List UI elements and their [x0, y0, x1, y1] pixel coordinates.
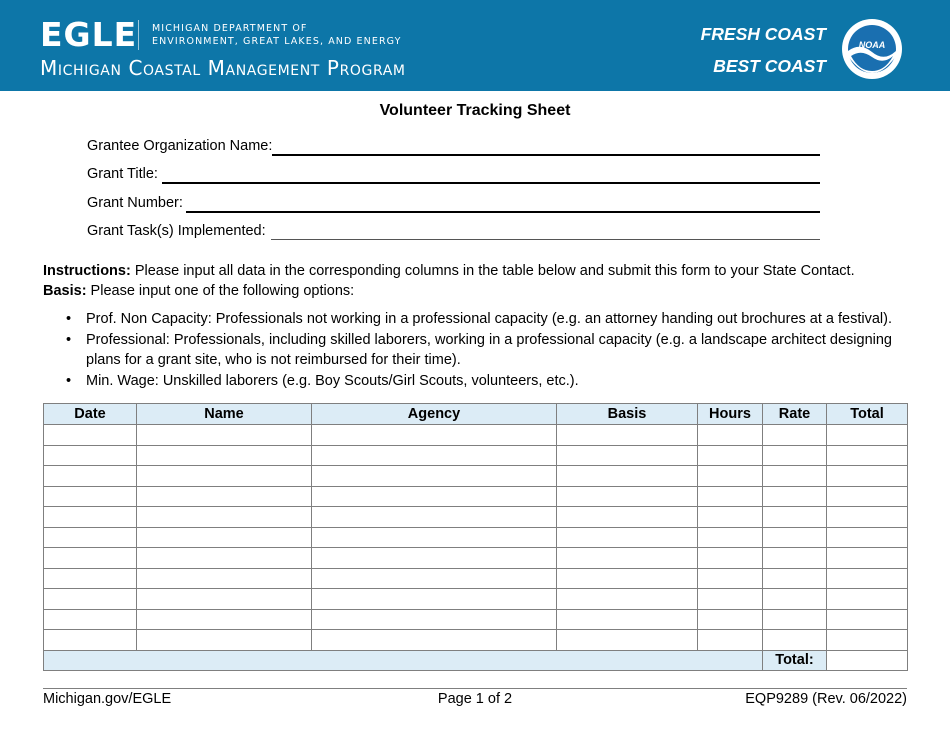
column-header-agency: Agency	[312, 404, 557, 425]
cell-basis[interactable]	[557, 630, 698, 651]
cell-agency[interactable]	[312, 425, 557, 446]
cell-date[interactable]	[44, 568, 137, 589]
cell-basis[interactable]	[557, 425, 698, 446]
column-header-date: Date	[44, 404, 137, 425]
cell-name[interactable]	[137, 630, 312, 651]
cell-name[interactable]	[137, 527, 312, 548]
cell-agency[interactable]	[312, 548, 557, 569]
cell-rate[interactable]	[763, 507, 827, 528]
cell-basis[interactable]	[557, 609, 698, 630]
instructions-text: Please input all data in the corresponding columns in the table below and submit this form to your State Contact.	[130, 263, 855, 279]
volunteer-table	[43, 403, 908, 671]
cell-hours[interactable]	[698, 507, 763, 528]
field-label: Grant Title:	[87, 166, 158, 182]
cell-agency[interactable]	[312, 466, 557, 487]
cell-hours[interactable]	[698, 630, 763, 651]
basis-paragraph	[43, 281, 354, 301]
cell-rate[interactable]	[763, 445, 827, 466]
noaa-label: NOAA	[858, 40, 886, 50]
grant-title-field[interactable]	[87, 166, 820, 186]
basis-text: Please input one of the following options:	[86, 283, 355, 299]
footer-divider	[43, 688, 907, 689]
cell-agency[interactable]	[312, 630, 557, 651]
field-label: Grant Task(s) Implemented:	[87, 223, 266, 239]
cell-name[interactable]	[137, 445, 312, 466]
cell-basis[interactable]	[557, 548, 698, 569]
column-header-name: Name	[137, 404, 312, 425]
cell-date[interactable]	[44, 425, 137, 446]
cell-date[interactable]	[44, 466, 137, 487]
department-name-line2: ENVIRONMENT, GREAT LAKES, AND ENERGY	[152, 36, 402, 47]
cell-total[interactable]	[827, 527, 908, 548]
cell-hours[interactable]	[698, 466, 763, 487]
field-underline[interactable]	[186, 211, 820, 213]
total-row-spacer	[44, 650, 763, 671]
footer-page-number: Page 1 of 2	[437, 691, 513, 707]
cell-name[interactable]	[137, 548, 312, 569]
cell-date[interactable]	[44, 589, 137, 610]
cell-total[interactable]	[827, 445, 908, 466]
cell-rate[interactable]	[763, 425, 827, 446]
cell-total[interactable]	[827, 507, 908, 528]
grant-number-field[interactable]	[87, 195, 820, 215]
instructions-label: Instructions:	[43, 263, 131, 279]
field-underline[interactable]	[271, 239, 820, 240]
cell-rate[interactable]	[763, 568, 827, 589]
table-row	[44, 425, 908, 446]
cell-basis[interactable]	[557, 507, 698, 528]
form-title: Volunteer Tracking Sheet	[379, 102, 571, 119]
basis-option: • Min. Wage: Unskilled laborers (e.g. Boy Scouts/Girl Scouts, volunteers, etc.).	[86, 371, 896, 391]
cell-total[interactable]	[827, 609, 908, 630]
cell-agency[interactable]	[312, 486, 557, 507]
cell-hours[interactable]	[698, 589, 763, 610]
column-header-rate: Rate	[763, 404, 827, 425]
total-label: Total:	[763, 650, 827, 671]
slogan-line1: FRESH COAST	[700, 24, 826, 44]
grantee-organization-field[interactable]	[87, 138, 820, 158]
footer-website: Michigan.gov/EGLE	[43, 691, 172, 707]
table-header-row	[44, 404, 908, 425]
field-underline[interactable]	[162, 182, 820, 184]
cell-basis[interactable]	[557, 486, 698, 507]
cell-rate[interactable]	[763, 589, 827, 610]
basis-option: • Professional: Professionals, including skilled laborers, working in a professional capacity (e.g. a landscape architect designing plans for a grant site, who is not reimbursed for their time).	[86, 330, 896, 370]
table-row	[44, 548, 908, 569]
cell-agency[interactable]	[312, 445, 557, 466]
cell-hours[interactable]	[698, 486, 763, 507]
cell-basis[interactable]	[557, 527, 698, 548]
footer-form-number: EQP9289 (Rev. 06/2022)	[745, 691, 907, 707]
cell-name[interactable]	[137, 568, 312, 589]
cell-total[interactable]	[827, 466, 908, 487]
cell-total[interactable]	[827, 589, 908, 610]
field-label: Grant Number:	[87, 195, 183, 211]
cell-total[interactable]	[827, 568, 908, 589]
field-underline[interactable]	[272, 154, 820, 156]
cell-hours[interactable]	[698, 568, 763, 589]
logo-divider	[138, 20, 139, 50]
table-row	[44, 445, 908, 466]
column-header-basis: Basis	[557, 404, 698, 425]
noaa-logo-icon	[841, 18, 903, 80]
cell-basis[interactable]	[557, 445, 698, 466]
cell-hours[interactable]	[698, 527, 763, 548]
table-row	[44, 589, 908, 610]
grant-tasks-field[interactable]	[87, 223, 820, 243]
cell-rate[interactable]	[763, 527, 827, 548]
cell-hours[interactable]	[698, 548, 763, 569]
column-header-hours: Hours	[698, 404, 763, 425]
instructions-paragraph	[43, 261, 855, 281]
cell-agency[interactable]	[312, 589, 557, 610]
cell-rate[interactable]	[763, 548, 827, 569]
cell-total[interactable]	[827, 548, 908, 569]
department-name-line1: MICHIGAN DEPARTMENT OF	[152, 23, 308, 34]
table-row	[44, 466, 908, 487]
cell-name[interactable]	[137, 507, 312, 528]
page-header	[0, 0, 950, 91]
table-row	[44, 568, 908, 589]
cell-hours[interactable]	[698, 445, 763, 466]
table-row	[44, 630, 908, 651]
program-title: Michigan Coastal Management Program	[40, 56, 406, 80]
cell-agency[interactable]	[312, 609, 557, 630]
cell-date[interactable]	[44, 507, 137, 528]
cell-date[interactable]	[44, 548, 137, 569]
cell-basis[interactable]	[557, 589, 698, 610]
slogan-line2: BEST COAST	[713, 56, 826, 76]
basis-option: • Prof. Non Capacity: Professionals not working in a professional capacity (e.g. an attorney handing out brochures at a festival).	[86, 309, 896, 329]
total-row	[44, 650, 908, 671]
cell-rate[interactable]	[763, 630, 827, 651]
basis-options-list	[86, 309, 896, 391]
egle-logo: EGLE	[40, 15, 138, 54]
cell-name[interactable]	[137, 609, 312, 630]
cell-agency[interactable]	[312, 507, 557, 528]
cell-total[interactable]	[827, 630, 908, 651]
grand-total-cell[interactable]	[827, 650, 908, 671]
cell-date[interactable]	[44, 609, 137, 630]
cell-name[interactable]	[137, 589, 312, 610]
cell-rate[interactable]	[763, 609, 827, 630]
cell-rate[interactable]	[763, 466, 827, 487]
cell-date[interactable]	[44, 527, 137, 548]
cell-total[interactable]	[827, 486, 908, 507]
cell-rate[interactable]	[763, 486, 827, 507]
cell-date[interactable]	[44, 445, 137, 466]
cell-agency[interactable]	[312, 568, 557, 589]
table-row	[44, 527, 908, 548]
cell-hours[interactable]	[698, 609, 763, 630]
cell-basis[interactable]	[557, 568, 698, 589]
cell-total[interactable]	[827, 425, 908, 446]
field-label: Grantee Organization Name:	[87, 138, 273, 154]
table-row	[44, 507, 908, 528]
cell-name[interactable]	[137, 466, 312, 487]
cell-agency[interactable]	[312, 527, 557, 548]
cell-name[interactable]	[137, 425, 312, 446]
cell-date[interactable]	[44, 630, 137, 651]
basis-label: Basis:	[43, 283, 87, 299]
cell-date[interactable]	[44, 486, 137, 507]
cell-basis[interactable]	[557, 466, 698, 487]
table-row	[44, 486, 908, 507]
cell-name[interactable]	[137, 486, 312, 507]
table-row	[44, 609, 908, 630]
cell-hours[interactable]	[698, 425, 763, 446]
column-header-total: Total	[827, 404, 908, 425]
